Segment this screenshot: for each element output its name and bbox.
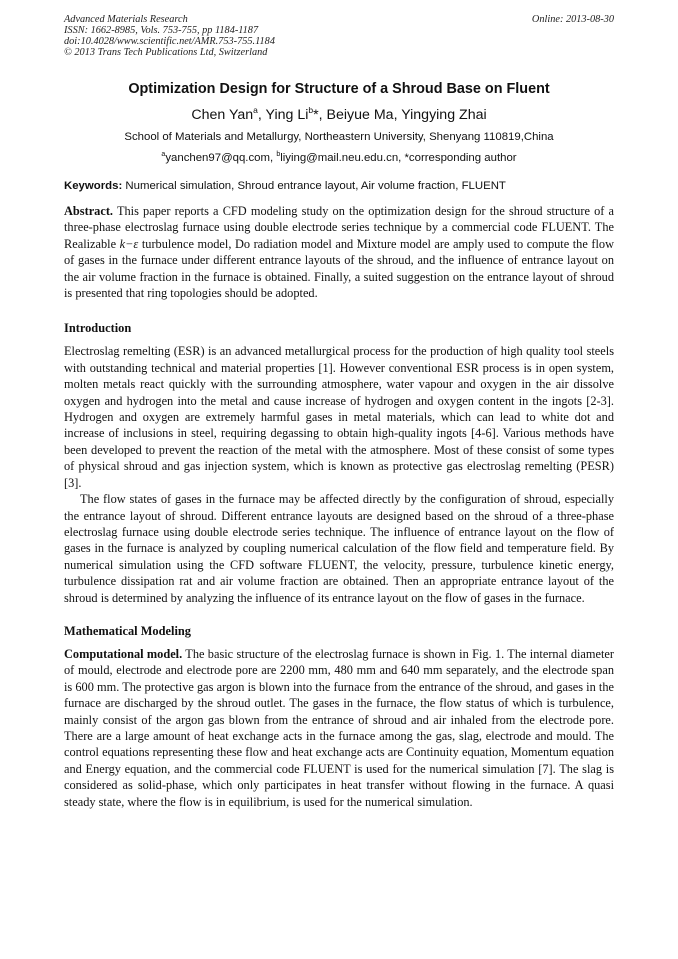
turbulence-model-symbol: k−ε	[119, 236, 139, 251]
author-name: Ying Li	[265, 107, 309, 123]
author-name: Chen Yan	[191, 107, 254, 123]
paper-title: Optimization Design for Structure of a Shroud Base on Fluent	[128, 81, 550, 97]
paper-page	[64, 14, 614, 810]
author-list	[64, 106, 614, 124]
journal-header	[64, 14, 614, 62]
author-names-rest: , Beiyue Ma, Yingying Zhai	[318, 107, 487, 123]
abstract-text: turbulence model, Do radiation model and Mixture model are amply used to compute the flow of gases in the furnace under different entrance layouts of the shroud, and the influence of entrance layout on the air volume fraction in the furnace is obtained. Finally, a suited suggestion on the entrance layout of shroud is presented that ring topologies should be adopted.	[64, 236, 614, 301]
body-paragraph	[64, 646, 614, 810]
abstract-paragraph	[64, 203, 614, 301]
doi-line: doi:10.4028/www.scientific.net/AMR.753-755.1184	[64, 36, 275, 47]
subsection-label: Computational model.	[64, 646, 183, 661]
keywords-label: Keywords:	[64, 180, 123, 192]
body-paragraph: The flow states of gases in the furnace may be affected directly by the configuration of shroud, especially the entrance layout of shroud. Different entrance layouts are designed based on the shroud of a three-phase electroslag furnace using double electrode series technique. The influence of entrance layout on the flow of gases in the furnace is analyzed by coupling numerical calculation of the flow field and temperature field. By numerical simulation using the CFD software FLUENT, the velocity, pressure, turbulence kinetic energy, turbulence dissipation rat and air volume fraction are obtained. Then an appropriate entrance layout of the shroud is determined by analyzing the influence of its entrance layout on the flow of gases in the furnace.	[64, 492, 614, 605]
section-heading-mathematical-modeling: Mathematical Modeling	[64, 623, 191, 638]
email-marker: a	[161, 151, 166, 158]
issn-line: ISSN: 1662-8985, Vols. 753-755, pp 1184-1187	[64, 25, 259, 36]
affiliation: School of Materials and Metallurgy, Northeastern University, Shenyang 110819,China	[124, 131, 554, 143]
author-emails	[64, 151, 614, 166]
abstract-text: This paper reports a CFD modeling study on the optimization design for the shroud structure of a three-phase electroslag furnace using double electrode series technique by a commercial code FLUENT. The Realizable	[64, 204, 614, 251]
keywords	[64, 179, 614, 194]
affiliation-marker: b	[308, 105, 314, 115]
body-text: The basic structure of the electroslag furnace is shown in Fig. 1. The internal diameter of mould, electrode and electrode pore are 2200 mm, 480 mm and 640 mm separately, and the electrode span is 600 mm. The protective gas argon is blown into the furnace from the entrance of the shroud, and gases in the furnace are discharged by the shroud outlet. The gases in the furnace, the flow status of which is turbulence, mainly consist of the argon gas blown from the entrance of shroud and air inhaled from the electrode pore. There are a large amount of heat exchange acts in the furnace among the gas, slag, electrode and mould. The control equations representing these flow and heat exchange acts are Continuity equation, Momentum equation and Energy equation, and the commercial code FLUENT is used for the numerical simulation [7]. The slag is considered as solid-phase, which only participates in heat transfer without flowing in the furnace. A quasi steady state, where the flow is in equilibrium, is used for the numerical simulation.	[64, 646, 614, 809]
body-paragraph: Electroslag remelting (ESR) is an advanced metallurgical process for the production of high quality tool steels with outstanding technical and material properties [1]. However conventional ESR process is in open system, molten metals react quickly with the surrounding atmosphere, water vapour and oxygen in the air dissolve oxygen and hydrogen into the metal and cause increase of hydrogen and oxygen content in the ingots [2-3]. Hydrogen and oxygen are extremely harmful gases in metal materials, which can lead to white dot and increase of inclusions in steel, requiring degassing to obtain high-quality ingots [4-6]. Various methods have been developed to prevent the reaction of the metal with the atmosphere. Most of these consist of some types of physical shroud and gas injection system, which is known as protective gas electroslag remelting (PESR) [3].	[64, 344, 614, 490]
keywords-text: Numerical simulation, Shroud entrance layout, Air volume fraction, FLUENT	[122, 180, 506, 192]
email-address: liying@mail.neu.edu.cn, *corresponding author	[280, 152, 517, 164]
section-heading-introduction: Introduction	[64, 321, 132, 336]
affiliation-marker: a	[253, 105, 258, 115]
abstract-label: Abstract.	[64, 204, 114, 218]
online-date: Online: 2013-08-30	[531, 14, 614, 25]
copyright-line: © 2013 Trans Tech Publications Ltd, Switzerland	[64, 47, 268, 58]
email-address: yanchen97@qq.com,	[165, 152, 277, 164]
author-separator: ,	[257, 107, 266, 123]
journal-name: Advanced Materials Research	[64, 14, 188, 25]
corresponding-marker: *	[313, 107, 319, 123]
email-marker: b	[276, 151, 281, 158]
